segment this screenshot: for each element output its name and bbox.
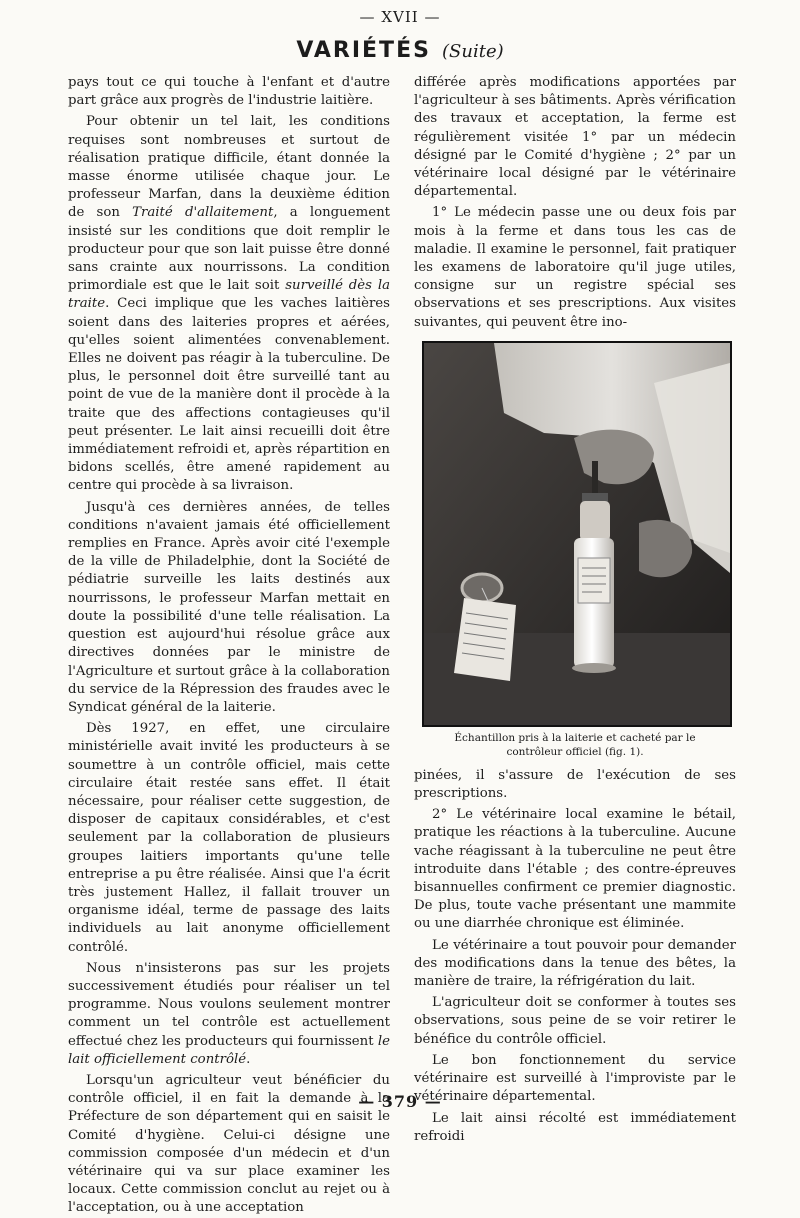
paragraph: 1° Le médecin passe une ou deux fois par mois à la ferme et dans tous les cas de maladie. Il examine le personnel, fait pratiquer les examens de laboratoire qu'il juge utiles, consigne sur un registre spécial ses observations et ses prescriptions. Aux visites suivantes, qui peuvent être ino- bbox=[414, 205, 736, 330]
roman-page-number: — XVII — bbox=[359, 8, 441, 26]
paragraph: Le vétérinaire a tout pouvoir pour demander des modifications dans la tenue des bêtes, la manière de traire, la réfrigération du lait. bbox=[414, 937, 736, 990]
left-column bbox=[68, 74, 391, 1216]
page-number: — 379 — bbox=[358, 1092, 442, 1111]
paragraph: L'agriculteur doit se conformer à toutes ses observations, sous peine de se voir retirer le bénéfice du contrôle officiel. bbox=[414, 995, 736, 1047]
paragraph: Jusqu'à ces dernières années, de telles conditions n'avaient jamais été officiellement remplies en France. Après avoir cité l'exemple de la ville de Philadelphie, dont la Société de pédiatrie surveille les laits destinés aux nourrissons, le professeur Marfan mettait en doute la possibilité d'une telle réalisation. La question est aujourd'hui résolue grâce aux directives données par le ministre de l'Agriculture et surtout grâce à la collaboration du service de la Répression des fraudes avec le Syndicat général de la laiterie. bbox=[68, 499, 390, 715]
right-column bbox=[414, 74, 736, 1144]
paragraph: Dès 1927, en effet, une circulaire ministérielle avait invité les producteurs à se soumettre à un contrôle officiel, mais cette circulaire était restée sans effet. Il était nécessaire, pour réaliser cette suggestion, de disposer de capitaux considérables, et c'est seulement par la collaboration de plusieurs groupes laitiers importants qu'une telle entreprise a pu être réalisée. Ainsi que l'a écrit très justement Hallez, il fallait trouver un organisme idéal, terme de passage des laits individuels au lait anonyme officiellement contrôlé. bbox=[68, 721, 390, 955]
paragraph: Nous n'insisterons pas sur les projets successivement étudiés pour réaliser un tel programme. Nous voulons seulement montrer comment un tel contrôle est actuellement effectué chez les producteurs qui fournissent le lait officiellement contrôlé. bbox=[68, 960, 390, 1067]
paragraph: pays tout ce qui touche à l'enfant et d'autre part grâce aux progrès de l'industrie laitière. bbox=[68, 75, 390, 109]
paragraph: Pour obtenir un tel lait, les conditions requises sont nombreuses et surtout de réalisation pratique difficile, étant donnée la masse énorme utilisée chaque jour. Le professeur Marfan, dans la deuxième édition de son Traité d'allaitement, a longuement insisté sur les conditions que doit remplir le producteur pour que son lait puisse être donné sans crainte aux nourrissons. La condition primordiale est que le lait soit surveillé dès la traite. Ceci implique que les vaches laitières soient dans des laiteries propres et aérées, qu'elles soient alimentées convenablement. Elles ne doivent pas réagir à la tuberculine. De plus, le personnel doit être surveillé tant au point de vue de la manière dont il procède à la traite que des affections contagieuses qu'il peut présenter. Le lait ainsi recueilli doit être immédiatement refroidi et, après répartition en bidons scellés, être amené rapidement au centre qui procède à sa livraison. bbox=[68, 114, 391, 494]
figure-caption: Échantillon pris à la laiterie et cacheté par le contrôleur officiel (fig. 1). bbox=[454, 731, 696, 758]
paragraph: différée après modifications apportées par l'agriculteur à ses bâtiments. Après vérification des travaux et acceptation, la ferme est régulièrement visitée 1° par un médecin désigné par le Comité d'hygiène ; 2° par un vétérinaire local désigné par le vétérinaire départemental. bbox=[414, 75, 736, 200]
emphasis: Traité d'allaitement bbox=[132, 205, 274, 221]
section-subtitle: (Suite) bbox=[442, 41, 504, 62]
photograph-milk-sample bbox=[422, 341, 732, 727]
section-title: VARIÉTÉS bbox=[296, 38, 431, 63]
section-heading bbox=[0, 38, 800, 63]
emphasis: surveillé dès la traite bbox=[68, 278, 391, 312]
paragraph: Le bon fonctionnement du service vétérinaire est surveillé à l'improviste par le vétérinaire départemental. bbox=[414, 1052, 736, 1105]
paragraph: 2° Le vétérinaire local examine le bétail, pratique les réactions à la tuberculine. Aucune vache réagissant à la tuberculine ne peut être introduite dans l'étable ; des contre-épreuves bisannuelles confirment ce premier diagnostic. De plus, toute vache présentant une mammite ou une diarrhée chronique est éliminée. bbox=[414, 807, 736, 932]
paragraph: Lorsqu'un agriculteur veut bénéficier du contrôle officiel, il en fait la demande à la Préfecture de son département qui en saisit le Comité d'hygiène. Celui-ci désigne une commission composée d'un médecin et d'un vétérinaire qui va sur place examiner les locaux. Cette commission conclut au rejet ou à l'acceptation, ou à une acceptation bbox=[68, 1072, 390, 1216]
emphasis: le lait officiellement contrôlé bbox=[68, 1033, 390, 1067]
paragraph: pinées, il s'assure de l'exécution de ses prescriptions. bbox=[414, 767, 736, 802]
photo-illustration bbox=[424, 343, 730, 725]
paragraph: Le lait ainsi récolté est immédiatement refroidi bbox=[414, 1110, 736, 1144]
